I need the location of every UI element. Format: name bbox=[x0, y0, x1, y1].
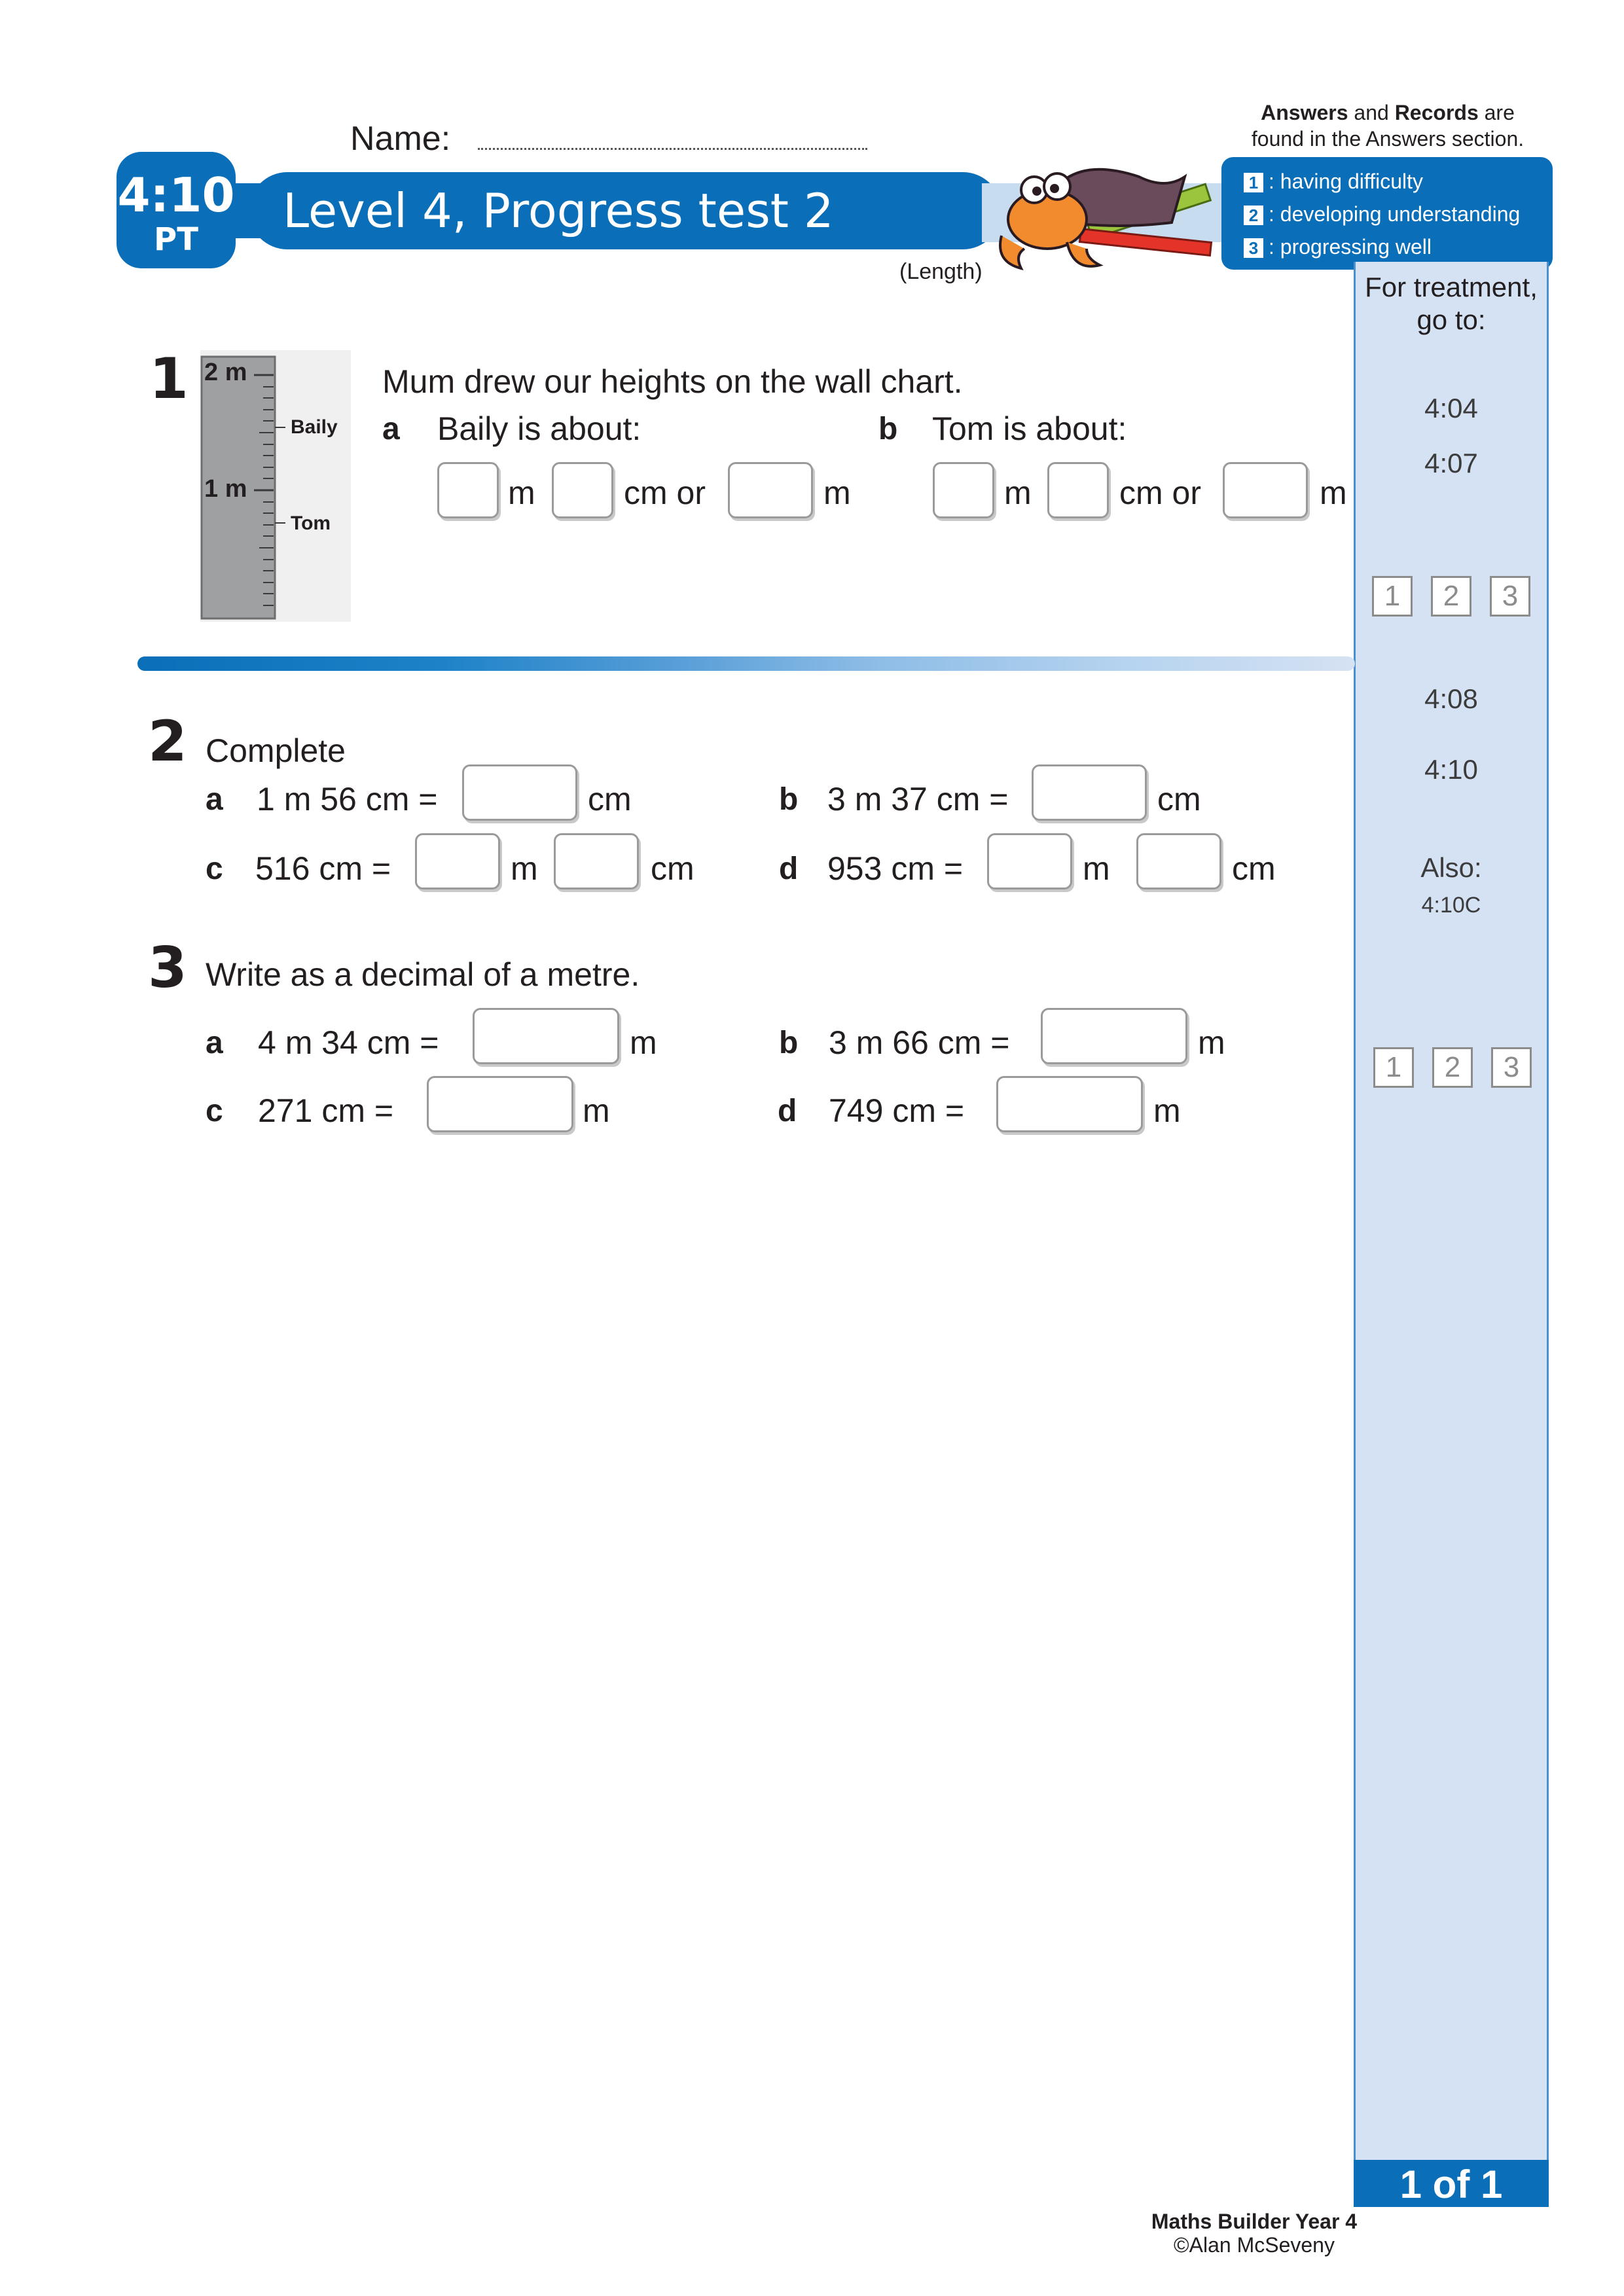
q2a-answer-box[interactable] bbox=[462, 764, 577, 821]
question-1-number: 1 bbox=[149, 346, 189, 412]
q1b-metres-box[interactable] bbox=[933, 462, 994, 518]
key-item: 2 : developing understanding bbox=[1244, 198, 1520, 230]
record-box-2[interactable]: 2 bbox=[1431, 576, 1471, 617]
q3d-label: d bbox=[778, 1094, 797, 1128]
question-3-prompt: Write as a decimal of a metre. bbox=[206, 956, 640, 993]
record-box-1[interactable]: 1 bbox=[1373, 1047, 1414, 1088]
q23-ref-2: 4:10 bbox=[1424, 754, 1478, 785]
q3a-label: a bbox=[206, 1026, 223, 1060]
q3b-expression: 3 m 66 cm = bbox=[829, 1024, 1010, 1061]
record-box-3[interactable]: 3 bbox=[1490, 576, 1530, 617]
q3a-answer-box[interactable] bbox=[473, 1008, 619, 1064]
footer-book-title: Maths Builder Year 4 bbox=[1151, 2210, 1358, 2233]
unit-m: m bbox=[511, 850, 538, 887]
name-field-line[interactable] bbox=[478, 148, 867, 150]
crab-mascot-icon bbox=[988, 151, 1224, 281]
question-1-prompt: Mum drew our heights on the wall chart. bbox=[382, 363, 963, 400]
q2c-metres-box[interactable] bbox=[415, 833, 500, 889]
question-3-number: 3 bbox=[148, 935, 187, 1001]
unit-m: m bbox=[630, 1024, 657, 1061]
chart-label-tom: Tom bbox=[291, 512, 331, 534]
q1b-text: Tom is about: bbox=[932, 410, 1127, 447]
q2a-label: a bbox=[206, 782, 223, 817]
unit-cm: cm bbox=[1157, 781, 1201, 817]
unit-cm: cm bbox=[588, 781, 632, 817]
record-box-3[interactable]: 3 bbox=[1491, 1047, 1532, 1088]
unit-m: m bbox=[1083, 850, 1110, 887]
unit-m: m bbox=[583, 1092, 610, 1129]
key-item: 3 : progressing well bbox=[1244, 230, 1520, 263]
unit-m: m bbox=[1153, 1092, 1181, 1129]
q1a-decimal-box[interactable] bbox=[728, 462, 813, 518]
section-divider bbox=[137, 656, 1355, 671]
q1b-label: b bbox=[878, 412, 898, 446]
page-title: Level 4, Progress test 2 bbox=[283, 183, 834, 238]
unit-cm: cm bbox=[1232, 850, 1276, 887]
q2a-expression: 1 m 56 cm = bbox=[257, 781, 438, 817]
chart-label-baily: Baily bbox=[291, 416, 338, 438]
q2d-expression: 953 cm = bbox=[827, 850, 964, 887]
q3a-expression: 4 m 34 cm = bbox=[258, 1024, 439, 1061]
unit-m: m bbox=[508, 475, 535, 511]
treatment-sidebar bbox=[1354, 262, 1549, 2207]
q3b-answer-box[interactable] bbox=[1041, 1008, 1187, 1064]
unit-m: m bbox=[1198, 1024, 1225, 1061]
unit-cm-or: cm or bbox=[624, 475, 706, 511]
q23-ref-1: 4:08 bbox=[1424, 683, 1478, 714]
q1-ref-1: 4:04 bbox=[1424, 393, 1478, 423]
q3c-answer-box[interactable] bbox=[427, 1076, 573, 1132]
also-ref: 4:10C bbox=[1421, 893, 1481, 918]
question-2-number: 2 bbox=[148, 709, 187, 774]
q1b-centimetres-box[interactable] bbox=[1047, 462, 1109, 518]
q2c-label: c bbox=[206, 852, 223, 886]
q2b-answer-box[interactable] bbox=[1032, 764, 1147, 821]
q2d-metres-box[interactable] bbox=[987, 833, 1072, 889]
q1a-text: Baily is about: bbox=[437, 410, 641, 447]
page-count-label: 1 of 1 bbox=[1399, 2162, 1503, 2206]
also-label: Also: bbox=[1420, 852, 1482, 883]
unit-cm: cm bbox=[651, 850, 695, 887]
unit-m: m bbox=[823, 475, 851, 511]
record-box-2[interactable]: 2 bbox=[1432, 1047, 1473, 1088]
q2c-expression: 516 cm = bbox=[255, 850, 391, 887]
q2b-label: b bbox=[779, 782, 799, 817]
q1-ref-2: 4:07 bbox=[1424, 448, 1478, 478]
footer-copyright: ©Alan McSeveny bbox=[1174, 2233, 1335, 2257]
treatment-heading: For treatment, go to: bbox=[1365, 272, 1538, 335]
page-subtitle: (Length) bbox=[899, 259, 983, 284]
q3d-expression: 749 cm = bbox=[829, 1092, 965, 1129]
q2d-label: d bbox=[779, 852, 799, 886]
q3c-expression: 271 cm = bbox=[258, 1092, 394, 1129]
badge-code: 4:10 bbox=[117, 168, 235, 223]
q1a-label: a bbox=[382, 412, 400, 446]
q1a-metres-box[interactable] bbox=[437, 462, 499, 518]
badge-sub: PT bbox=[154, 221, 198, 258]
chart-label-2m: 2 m bbox=[204, 359, 247, 386]
q1b-decimal-box[interactable] bbox=[1223, 462, 1308, 518]
q3b-label: b bbox=[779, 1026, 799, 1060]
name-label: Name: bbox=[350, 120, 451, 158]
chart-label-1m: 1 m bbox=[204, 475, 247, 503]
q2c-centimetres-box[interactable] bbox=[554, 833, 639, 889]
key-item: 1 : having difficulty bbox=[1244, 165, 1520, 198]
q1a-centimetres-box[interactable] bbox=[552, 462, 613, 518]
q2d-centimetres-box[interactable] bbox=[1136, 833, 1221, 889]
q2b-expression: 3 m 37 cm = bbox=[827, 781, 1009, 817]
unit-cm-or: cm or bbox=[1119, 475, 1201, 511]
question-2-prompt: Complete bbox=[206, 732, 346, 769]
unit-m: m bbox=[1004, 475, 1032, 511]
q3c-label: c bbox=[206, 1094, 223, 1128]
record-box-1[interactable]: 1 bbox=[1372, 576, 1413, 617]
difficulty-key-list bbox=[1244, 165, 1520, 263]
answers-note: Answers and Records are found in the Answers section. bbox=[1251, 101, 1525, 151]
q3d-answer-box[interactable] bbox=[996, 1076, 1143, 1132]
unit-m: m bbox=[1320, 475, 1347, 511]
